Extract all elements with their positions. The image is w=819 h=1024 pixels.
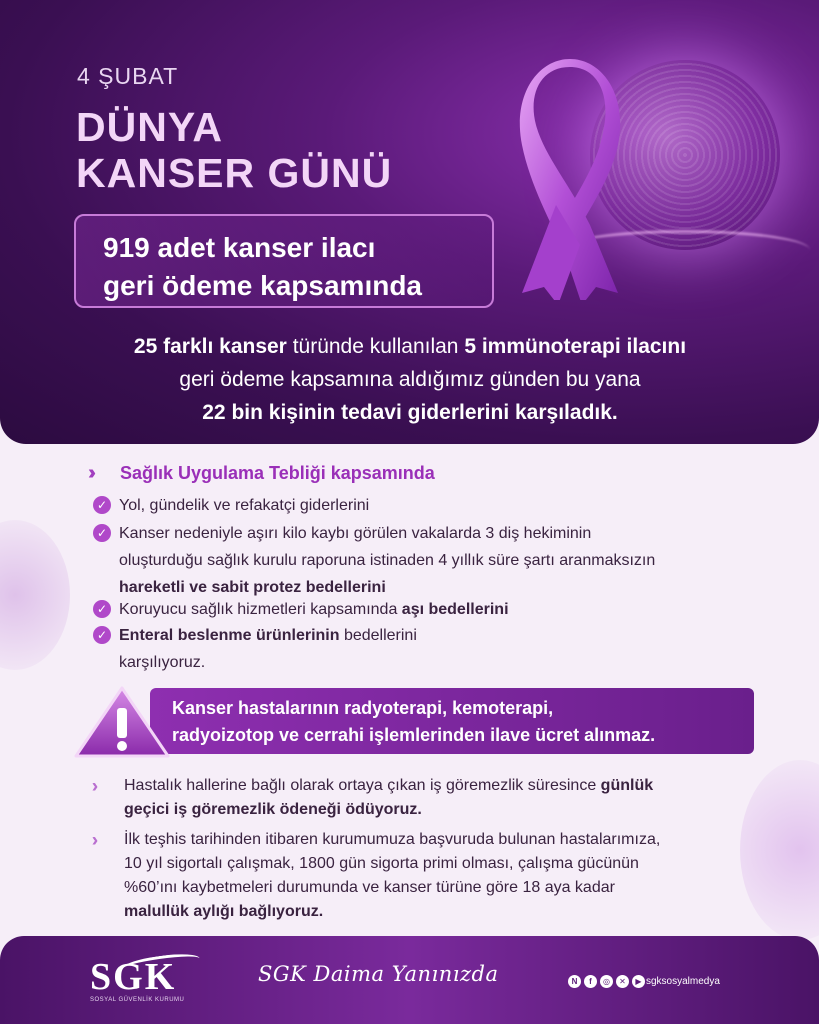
chevron-right-icon [92,828,118,924]
slogan: SGK Daima Yanınızda [258,962,499,986]
facebook-icon[interactable]: f [584,975,597,988]
highlight-badge: 919 adet kanser ilacı geri ödeme kapsamında [74,214,494,308]
check-badge-icon: ✓ [93,496,111,514]
chevron-right-icon [92,774,118,822]
page-title: DÜNYA KANSER GÜNÜ [76,104,393,196]
list-item: ✓ Yol, gündelik ve refakatçi giderlerini [93,492,369,519]
intro-text: 25 farklı kanser türünde kullanılan 5 immünoterapi ilacını geri ödeme kapsamına aldığımız günden bu yana 22 bin kişinin tedavi giderlerini karşıladık. [133,335,687,424]
cancer-ribbon-icon [500,55,640,300]
section-heading: ››› Sağlık Uygulama Tebliği kapsamında [88,462,435,484]
youtube-icon[interactable]: ▶ [632,975,645,988]
check-badge-icon: ✓ [93,626,111,644]
hero-banner [0,0,819,444]
list-item: ✓ Koruyucu sağlık hizmetleri kapsamında aşı bedellerini [93,596,509,623]
warning-icon [72,684,172,760]
list-item: ✓ Kanser nedeniyle aşırı kilo kaybı görülen vakalarda 3 diş hekiminin oluşturduğu sağlık kurulu raporuna istinaden 4 yıllık süre şartı aranmaksızın hareketli ve sabit protez bedellerini [93,520,655,601]
event-date: 4 ŞUBAT [77,63,179,89]
x-icon[interactable]: ✕ [616,975,629,988]
info-paragraph: Hastalık hallerine bağlı olarak ortaya çıkan iş göremezlik süresince günlük geçici iş göremezlik ödeneği ödüyoruz. [92,774,653,822]
instagram-icon[interactable]: ◎ [600,975,613,988]
sgk-logo: SGK [90,956,177,998]
info-paragraph: İlk teşhis tarihinden itibaren kurumumuza başvuruda bulunan hastalarımıza, 10 yıl sigortalı çalışmak, 1800 gün sigorta primi olması, çalışma gücünün %60’ını kaybetmeleri durumunda ve kanser türüne göre 18 aya kadar malullük aylığı bağlıyoruz. [92,828,660,924]
nsosyal-icon[interactable]: N [568,975,581,988]
warning-banner: Kanser hastalarının radyoterapi, kemoterapi, radyoizotop ve cerrahi işlemlerinden ilave ücret alınmaz. [150,688,754,754]
social-handle: sgksosyalmedya [646,976,720,987]
check-badge-icon: ✓ [93,524,111,542]
chevron-right-icon: ››› [88,462,90,484]
list-item: ✓ Enteral beslenme ürünlerinin bedellerini karşılıyoruz. [93,622,417,676]
decorative-blob [0,520,70,670]
logo-subtitle: SOSYAL GÜVENLİK KURUMU [90,997,185,1003]
check-badge-icon: ✓ [93,600,111,618]
social-icons [568,975,645,988]
decorative-blob [740,760,819,940]
